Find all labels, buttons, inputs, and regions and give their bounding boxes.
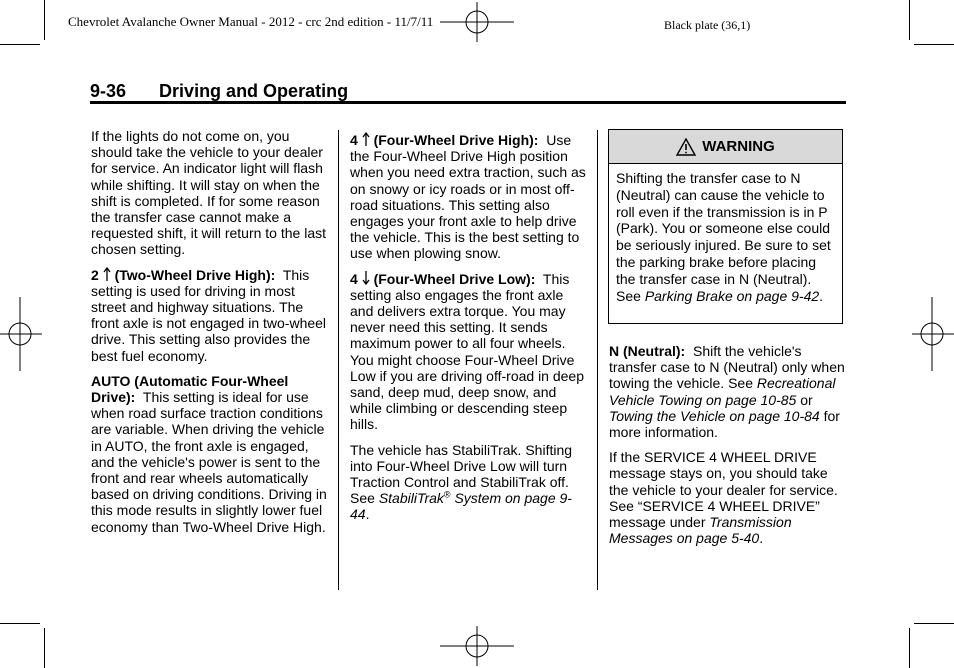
cross-reference: Towing the Vehicle on page 10-84 bbox=[609, 407, 820, 424]
column-divider bbox=[597, 130, 598, 590]
warning-box bbox=[608, 129, 843, 324]
warning-body: Shifting the transfer case to N (Neutral) can cause the vehicle to roll even if the transmission is in P (Park). You or someone else could be seriously injured. Be sure to set the parking brake before placing the transfer case in N (Neutral). See Parking Brake on page 9-42. bbox=[616, 170, 831, 304]
mode-description: This setting is used for driving in most street and highway situations. The front axle is not engaged in two-wheel drive. This setting also provides the best fuel economy. bbox=[91, 266, 327, 364]
print-header-right: Black plate (36,1) bbox=[664, 18, 751, 32]
cross-reference: StabiliTrak bbox=[378, 490, 444, 507]
page-number: 9-36 bbox=[90, 81, 127, 101]
crop-mark bbox=[44, 0, 45, 40]
warning-title: WARNING bbox=[702, 138, 775, 155]
mode-description: Use the Four-Wheel Drive High position when you need extra traction, such as on snowy or icy roads or in most off-road situations. This setting also engages your front axle to help drive the vehicle. This is the best setting to use when plowing snow. bbox=[350, 132, 586, 262]
mode-label: (Four-Wheel Drive High): bbox=[373, 132, 539, 148]
print-header-left: Chevrolet Avalanche Owner Manual - 2012 - crc 2nd edition - 11/7/11 bbox=[68, 14, 434, 29]
paragraph bbox=[91, 267, 329, 364]
crop-mark bbox=[0, 623, 40, 624]
crop-mark bbox=[909, 0, 910, 40]
mode-description: This setting also engages the front axle and delivers extra torque. You may never need this setting. It sends maximum power to all four wheels. You might choose Four-Wheel Drive Low if you are driving off-road in deep sand, deep mud, deep snow, and while climbing or descending steep hills. bbox=[350, 270, 584, 433]
arrow-up-icon bbox=[362, 132, 370, 146]
crop-mark bbox=[44, 628, 45, 668]
cross-reference: Parking Brake on page 9-42 bbox=[644, 287, 820, 304]
column-3 bbox=[609, 343, 845, 555]
paragraph: N (Neutral): Shift the vehicle's transfer case to N (Neutral) only when towing the vehicle. See Recreational Vehicle Towing on page 10-85 or Towing the Vehicle on page 10-84 for more information. bbox=[609, 343, 845, 441]
cross-reference: Recreational Vehicle Towing on page 10-85 bbox=[609, 375, 836, 408]
cross-reference: System on page 9-44 bbox=[350, 490, 572, 523]
column-divider bbox=[338, 130, 339, 590]
cross-reference: Transmission Messages on page 5-40 bbox=[609, 514, 792, 547]
registered-mark: ® bbox=[443, 489, 451, 500]
mode-label: AUTO (Automatic Four-Wheel Drive): bbox=[91, 372, 289, 406]
mode-label: (Four-Wheel Drive Low): bbox=[373, 270, 536, 287]
registration-mark-icon bbox=[440, 2, 514, 42]
paragraph: If the lights do not come on, you should take the vehicle to your dealer for service. An indicator light will flash while shifting. It will stay on when the shift is completed. If for some reason the transfer case cannot make a requested shift, it will return to the last chosen setting. bbox=[91, 128, 326, 258]
mode-number: 2 bbox=[91, 266, 99, 283]
crop-mark bbox=[914, 623, 954, 624]
crop-mark bbox=[0, 44, 40, 45]
warning-header bbox=[609, 130, 842, 164]
registration-mark-icon bbox=[440, 626, 514, 666]
paragraph bbox=[350, 271, 586, 433]
crop-mark bbox=[909, 628, 910, 668]
paragraph: The vehicle has StabiliTrak. Shifting into Four-Wheel Drive Low will turn Traction Control and StabiliTrak off. See StabiliTrak® System on page 9-44. bbox=[350, 441, 573, 523]
paragraph bbox=[350, 132, 586, 262]
chapter-title: Driving and Operating bbox=[159, 81, 349, 101]
column-1 bbox=[91, 128, 329, 544]
paragraph: If the SERVICE 4 WHEEL DRIVE message stays on, you should take the vehicle to your dealer for service. See “SERVICE 4 WHEEL DRIVE” message under Transmission Messages on page 5-40. bbox=[609, 449, 838, 547]
warning-triangle-icon bbox=[676, 138, 696, 156]
registration-mark-icon bbox=[0, 297, 42, 371]
mode-number: 4 bbox=[350, 270, 358, 287]
mode-label: N (Neutral): bbox=[609, 343, 686, 359]
crop-mark bbox=[914, 44, 954, 45]
title-rule bbox=[90, 101, 846, 104]
mode-number: 4 bbox=[350, 132, 358, 148]
mode-description: This setting is ideal for use when road surface traction conditions are variable. When driving the vehicle in AUTO, the front axle is engaged, and the vehicle's power is sent to the front and rear wheels automatically based on driving conditions. Driving in this mode results in slightly lower fuel economy than Two-Wheel Drive High. bbox=[91, 389, 327, 535]
registration-mark-icon bbox=[912, 297, 954, 371]
mode-label: (Two-Wheel Drive High): bbox=[114, 266, 276, 283]
paragraph bbox=[91, 373, 329, 535]
arrow-down-icon bbox=[362, 271, 370, 285]
column-2 bbox=[350, 132, 586, 532]
section-title bbox=[90, 81, 846, 103]
arrow-up-icon bbox=[103, 267, 111, 281]
